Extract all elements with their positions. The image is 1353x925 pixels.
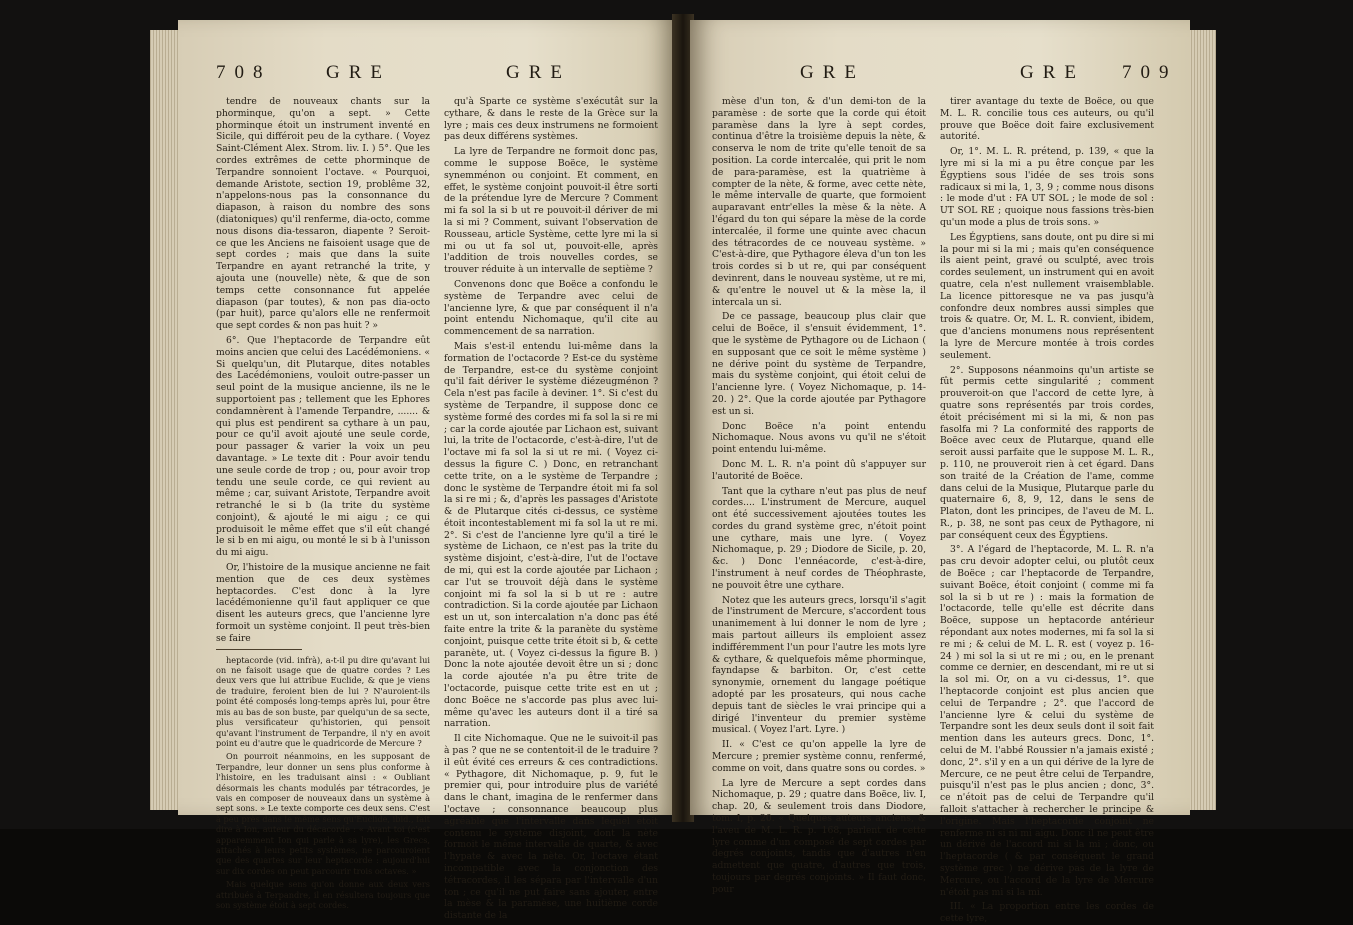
- paragraph: La lyre de Terpandre ne formoit donc pas, comme le suppose Boëce, le système synemménon ou conjoint. Et comment, en effet, le système conjoint pouvoit-il être sorti de la prétendue lyre de Mercure ? Comment mi fa sol la si b ut re pouvoit-il dériver de mi la si mi ? Comment, suivant l'observation de Rousseau, article Système, cette lyre mi la si mi ou ut fa sol ut, pouvoit-elle, après l'addition de trois nouvelles cordes, se trouver réduite à un intervalle de septième ?: [444, 146, 658, 276]
- paragraph: Convenons donc que Boëce a confondu le système de Terpandre avec celui de l'ancienne lyre, & que par conséquent il n'a point entendu Nichomaque, qu'il cite au commencement de sa narration.: [444, 278, 658, 338]
- right-page-number: 709: [1122, 62, 1178, 83]
- left-column-1: [216, 96, 430, 910]
- paragraph: Donc Boëce n'a point entendu Nichomaque. Nous avons vu qu'il ne s'étoit point entendu lui-même.: [712, 420, 926, 456]
- left-running-head-1: GRE: [326, 62, 391, 83]
- paragraph: La lyre de Mercure a sept cordes dans Nichomaque, p. 29 ; quatre dans Boëce, liv. I, chap. 20, & seulement trois dans Diodore, tom. I, p. 20. « Quelques auteurs anciens, & l'aveu de M. L. R. p. 168, parlent de cette lyre comme d'un composé de sept cordes par degrés conjoints, tandis que d'autres n'en admettent que quatre, d'autres que trois, toujours par degrés conjoints. » Il faut donc, pour: [712, 777, 926, 895]
- paragraph: Notez que les auteurs grecs, lorsqu'il s'agit de l'instrument de Mercure, s'accordent tous unanimement à lui donner le nom de lyre ; mais partout ailleurs ils emploient assez indifféremment l'un pour l'autre les mots lyre & cythare, & quelquefois même phorminque, fayndapse & barbiton. Or, c'est cette synonymie, ornement du langage poétique adopté par les prosateurs, qui nous cache depuis tant de siècles le vrai principe qui a dirigé l'inventeur du premier système musical. ( Voyez l'art. Lyre. ): [712, 594, 926, 736]
- paragraph: mèse d'un ton, & d'un demi-ton de la paramèse : de sorte que la corde qui étoit paramèse dans la lyre à sept cordes, continua d'être la troisième depuis la nète, & conserva le nom de trite qu'elle tenoit de sa position. La corde intercalée, qui prit le nom de para-paramèse, est la quatrième à compter de la nète, & forme, avec cette nète, le même intervalle de quarte, que formoient auparavant entr'elles la mèse & la nète. A l'égard du ton qui sépare la mèse de la corde intercalée, il forme une quinte avec chacun des tétracordes de ce nouveau système. » C'est-à-dire, que Pythagore éleva d'un ton les trois cordes si b ut re, qui par conséquent devinrent, dans le nouveau système, ut re mi, & qu'entre le nouvel ut & la mèse la, il intercala un si.: [712, 96, 926, 308]
- paragraph: Or, l'histoire de la musique ancienne ne fait mention que de ces deux systèmes heptacordes. C'est donc à la lyre lacédémonienne qu'il faut appliquer ce que disent les auteurs grecs, que l'ancienne lyre formoit un système conjoint. Il peut très-bien se faire: [216, 562, 430, 644]
- right-running-head-2: GRE: [1020, 62, 1085, 83]
- paragraph: III. « La proportion entre les cordes de cette lyre,: [940, 901, 1154, 925]
- paragraph: tirer avantage du texte de Boëce, ou que M. L. R. concilie tous ces auteurs, ou qu'il prouve que Boëce doit faire exclusivement autorité.: [940, 96, 1154, 143]
- paragraph: Les Égyptiens, sans doute, ont pu dire si mi la pour mi si la mi ; mais qu'en conséquence ils aient peint, gravé ou sculpté, avec trois cordes seulement, un instrument qui en avoit quatre, cela n'est nullement vraisemblable. La licence pittoresque ne va pas jusqu'à confondre deux nombres aussi simples que trois & quatre. Or, M. L. R. convient, ibidem, que d'anciens monumens nous représentent la lyre de Mercure montée à trois cordes seulement.: [940, 231, 1154, 361]
- paragraph: II. « C'est ce qu'on appelle la lyre de Mercure ; premier système connu, renfermé, comme on voit, dans quatre sons ou cordes. »: [712, 739, 926, 774]
- right-columns: [712, 96, 1154, 925]
- right-running-head-1: GRE: [800, 62, 865, 83]
- paragraph: Tant que la cythare n'eut pas plus de neuf cordes.... L'instrument de Mercure, auquel ont été successivement ajoutées toutes les cordes du grand système grec, n'étoit point une cythare, mais une lyre. ( Voyez Nichomaque, p. 29 ; Diodore de Sicile, p. 20, &c. ) Donc l'ennéacorde, c'est-à-dire, l'instrument à neuf cordes de Théophraste, ne pouvoit être une cythare.: [712, 485, 926, 591]
- paragraph: Il cite Nichomaque. Que ne le suivoit-il pas à pas ? que ne se contentoit-il de le traduire ? il eût évité ces erreurs & ces contradictions. « Pythagore, dit Nichomaque, p. 9, fut le premier qui, pour introduire plus de variété dans le chant, imagina de le renfermer dans l'octave ; consonnance beaucoup plus agréable que l'intervalle dans lequel étoit contenu le système disjoint, dont la nète formoit le même intervalle de quarte, & avec l'hypate & avec la nète. Or, l'octave étant incompatible avec la conjonction des tétracordes, il les sépara par l'intervalle d'un ton ; ce qu'il ne put faire sans ajouter, entre la mèse & la paramèse, une huitième corde distante de la: [444, 733, 658, 922]
- paragraph: 2°. Supposons néanmoins qu'un artiste se fût permis cette singularité ; comment prouveroit-on que l'accord de cette lyre, à quatre sons représentés par trois cordes, étoit précisément mi si la mi, & non pas fasolfa mi ? La conformité des rapports de Boëce avec ceux de Plutarque, quand elle seroit aussi parfaite que le suppose M. L. R., p. 110, ne prouveroit rien à cet égard. Dans son traité de la Création de l'ame, comme dans celui de la Musique, Plutarque parle du quaternaire 6, 8, 9, 12, dans le sens de Platon, dont les principes, de l'aveu de M. L. R., p. 38, ne sont pas ceux de Pythagore, ni par conséquent ceux des Égyptiens.: [940, 364, 1154, 541]
- left-column-2: [444, 96, 659, 922]
- footnote: On pourroit néanmoins, en les supposant de Terpandre, leur donner un sens plus conforme à l'histoire, en les traduisant ainsi : « Oubliant désormais les chants modulés par tétracordes, je vais en composer de nouveaux dans un système à sept sons. » Le texte comporte ces deux sens. C'est à peu près dans le même sens qu'Euclide, ibid., fait dire à Ion, auteur du décacorde : « Avant toi (c'est apparemment Ion qui parle à sa lyre), les Grecs, attachés à leurs petits systèmes, ne parcouroient que des quartes sur leur heptacorde : aujourd'hui sur dix cordes on peut parcourir trois octaves. »: [216, 751, 430, 876]
- paragraph: 3°. A l'égard de l'heptacorde, M. L. R. n'a pas cru devoir adopter celui, ou plutôt ceux de Boëce ; car l'heptacorde de Terpandre, suivant Boëce, étoit conjoint ( comme mi fa sol la si b ut re ) : mais la formation de l'octacorde, telle qu'elle est décrite dans Boëce, suppose un heptacorde antérieur répondant aux notes modernes, mi fa sol la si re mi ; & celui de M. L. R. est ( voyez p. 16-24 ) mi sol la si ut re mi ; ou, en le prenant comme ce dernier, en descendant, mi re ut si la sol mi. Or, on a vu ci-dessus, 1°. que l'heptacorde conjoint est plus ancien que celui de Terpandre ; 2°. que l'accord de l'ancienne lyre & celui du système de Terpandre sont les deux seuls dont il soit fait mention dans les auteurs grecs. Donc, 1°. celui de M. l'abbé Roussier n'a jamais existé ; donc, 2°. s'il y en a un qui dérive de la lyre de Mercure, ce ne peut être celui de Terpandre, puisqu'il n'est pas le plus ancien ; donc, 3°. ce n'étoit pas de celui de Terpandre qu'il falloit s'attacher à rechercher le principe & l'origine. Mais l'heptacorde conjoint ne renferme ni si ni mi aigu. Donc il ne peut être un dérivé de l'accord mi si la mi ; donc, ou l'heptacorde ( & par conséquent le grand système grec ) ne dérive pas de la lyre de Mercure, ou l'accord de la lyre de Mercure n'étoit pas mi si la mi.: [940, 544, 1154, 898]
- left-page: [178, 20, 676, 922]
- right-column-1: [712, 96, 926, 895]
- footnote: Mais quelque sens qu'on donne aux deux vers attribués à Terpandre, il en résultera toujours que son système étoit à sept cordes.: [216, 879, 430, 910]
- right-column-2: [940, 96, 1154, 925]
- footnote: heptacorde (vid. infrà), a-t-il pu dire qu'avant lui on ne faisoit usage que de quatre cordes ? Les deux vers que lui attribue Euclide, & que je viens de traduire, feroient bien de lui ? N'auroient-ils point été composés long-temps après lui, pour être mis au bas de son buste, par quelqu'un de sa secte, plus versificateur qu'historien, qui pensoit qu'avant l'instrument de Terpandre, il n'y en avoit point eu d'autre que le quadricorde de Mercure ?: [216, 654, 430, 748]
- paragraph: De ce passage, beaucoup plus clair que celui de Boëce, il s'ensuit évidemment, 1°. que le système de Pythagore ou de Lichaon ( en supposant que ce soit le même système ) ne dérive point du système de Terpandre, mais du système conjoint, qui étoit celui de l'ancienne lyre. ( Voyez Nichomaque, p. 14-20. ) 2°. Que la corde ajoutée par Pythagore est un si.: [712, 311, 926, 417]
- left-running-head-2: GRE: [506, 62, 571, 83]
- left-page-edges: [150, 30, 180, 810]
- footnote-rule: [216, 649, 302, 650]
- paragraph: Donc M. L. R. n'a point dû s'appuyer sur l'autorité de Boëce.: [712, 458, 926, 482]
- paragraph: Or, 1°. M. L. R. prétend, p. 139, « que la lyre mi si la mi a pu être conçue par les Égyptiens sous l'idée de ses trois sons radicaux si mi la, 1, 3, 9 ; comme nous disons : le mode d'ut : FA UT SOL ; le mode de sol : UT SOL RE ; quoique nous fassions très-bien qu'un mode a plus de trois sons. »: [940, 146, 1154, 228]
- paragraph: Mais s'est-il entendu lui-même dans la formation de l'octacorde ? Est-ce du système de Terpandre, est-ce du système conjoint qu'il fait dériver le système diézeugménon ? Cela n'est pas facile à deviner. 1°. Si c'est du système de Terpandre, il suppose donc ce système formé des cordes mi fa sol la si re mi ; car la corde ajoutée par Lichaon est, suivant lui, la trite de l'octacorde, c'est-à-dire, l'ut de l'octave mi fa sol la si ut re mi. ( Voyez ci-dessus la figure C. ) Donc, en retranchant cette trite, on a le système de Terpandre ; donc le système de Terpandre étoit mi fa sol la si re mi ; &, d'après les passages d'Aristote & de Plutarque cités ci-dessus, ce système étoit incontestablement mi fa sol la ut re mi. 2°. Si c'est de l'ancienne lyre qu'il a tiré le système de Lichaon, ce n'est pas la trite du système disjoint, c'est-à-dire, l'ut de l'octave de mi, qui est la corde ajoutée par Lichaon ; car l'ut se trouvoit déjà dans le système conjoint mi fa sol la si b ut re : autre contradiction. Si la corde ajoutée par Lichaon est un ut, son intercalation n'a donc pas été faite entre la trite & la paranète du système conjoint, puisque cette trite étoit si b, & cette paranète, ut. ( Voyez ci-dessus la figure B. ) Donc la note ajoutée devoit être un si ; donc la corde ajoutée n'a pu être trite de l'octacorde, puisque cette trite est en ut ; donc Boëce ne s'accorde pas plus avec lui-même qu'avec les auteurs dont il a tiré sa narration.: [444, 340, 659, 730]
- paragraph: qu'à Sparte ce système s'exécutât sur la cythare, & dans le reste de la Grèce sur la lyre ; mais ces deux instrumens ne formoient pas deux différens systèmes.: [444, 96, 658, 143]
- paragraph: 6°. Que l'heptacorde de Terpandre eût moins ancien que celui des Lacédémoniens. « Si quelqu'un, dit Plutarque, dites notables des Lacédémoniens, vouloit outre-passer un seul point de la musique ancienne, ils ne le supportoient pas ; tellement que les Ephores condamnèrent à l'amende Terpandre, ....... & qui plus est pendirent sa cythare à un pau, pour ce qu'il avoit ajouté une seule corde, pour passager & varier la voix un peu davantage. » Le texte dit : Pour avoir tendu une seule corde de trop ; ou, pour avoir trop tendu une seule corde, ce qui revient au même ; car, suivant Aristote, Terpandre avoit retranché le si b (la trite du système conjoint), & ajouté le mi aigu ; ce qui produisoit le même effet que s'il eût changé le si b en mi aigu, ou monté le si b à l'unisson du mi aigu.: [216, 334, 430, 559]
- left-page-number: 708: [216, 62, 272, 83]
- right-page-edges: [1188, 30, 1216, 810]
- right-page: [690, 20, 1190, 925]
- left-columns: [216, 96, 659, 922]
- paragraph: tendre de nouveaux chants sur la phorminque, qu'on a sept. » Cette phorminque étoit un instrument inventé en Sicile, qui différoit peu de la cythare. ( Voyez Saint-Clément Alex. Strom. liv. I. ) 5°. Que les cordes extrêmes de cette phorminque de Terpandre sonnoient l'octave. « Pourquoi, demande Aristote, section 19, problême 32, n'appelons-nous pas la consonnance du diapason, à raison du nombre des sons (diatoniques) qu'il renferme, dia-octo, comme nous disons dia-tessaron, diapente ? Seroit-ce que les Anciens ne faisoient usage que de sept cordes ; mais que dans la suite Terpandre en ayant retranché la trite, y ajouta une (nouvelle) nète, & que de son temps cette consonnance fut appelée diapason (par toutes), & non pas dia-octo (par huit), parce qu'alors elle ne renfermoit que sept cordes & non pas huit ? »: [216, 96, 430, 332]
